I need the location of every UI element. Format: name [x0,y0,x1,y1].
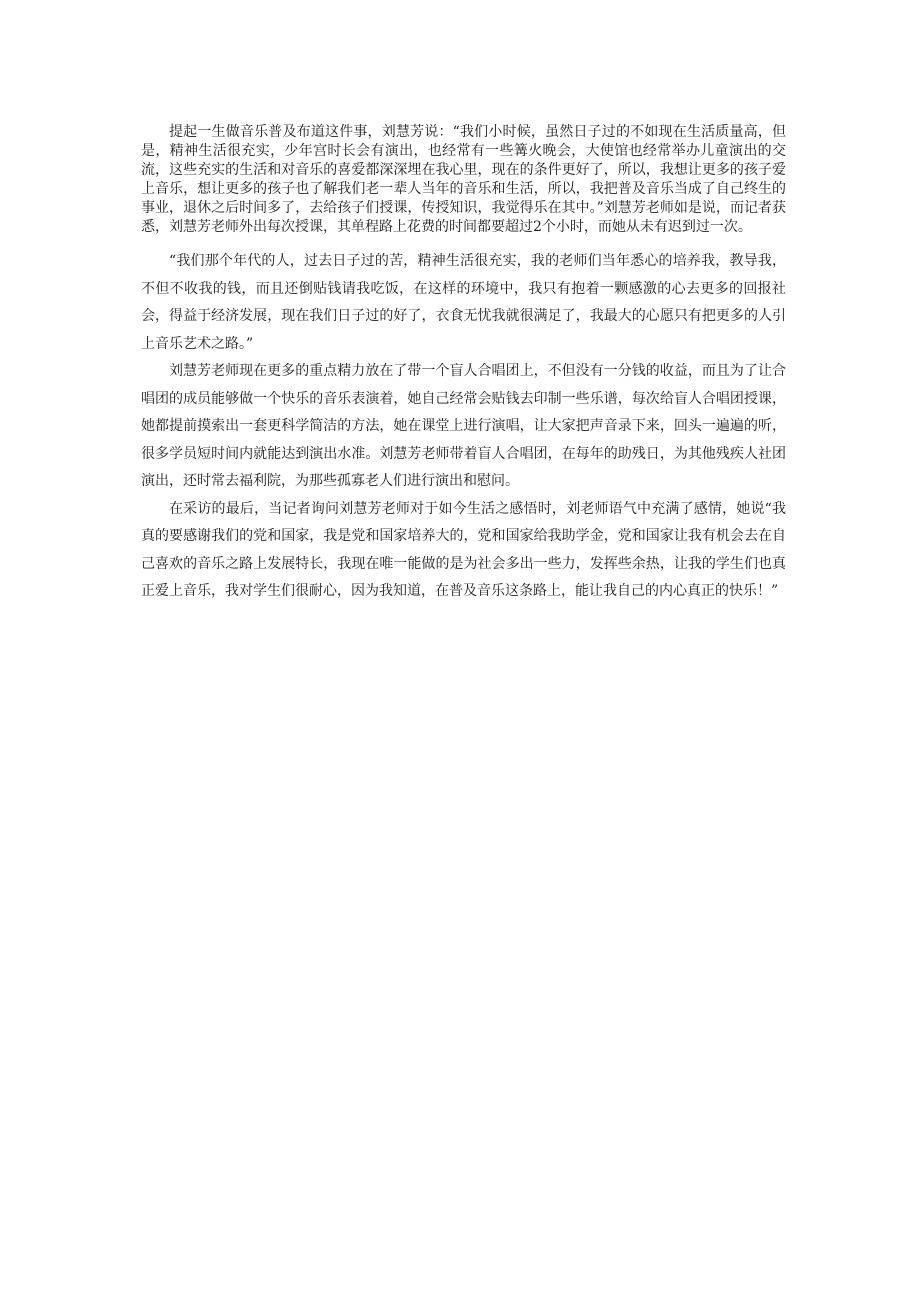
article-body [141,123,786,606]
paragraph-3: 刘慧芳老师现在更多的重点精力放在了带一个盲人合唱团上，不但没有一分钱的收益，而且为了让合唱团的成员能够做一个快乐的音乐表演着，她自己经常会贴钱去印制一些乐谱，每次给盲人合唱团授课，她都提前摸索出一套更科学简洁的方法，她在课堂上进行演唱，让大家把声音录下来，回头一遍遍的听，很多学员短时间内就能达到演出水准。刘慧芳老师带着盲人合唱团，在每年的助残日，为其他残疾人社团演出，还时常去福利院，为那些孤寡老人们进行演出和慰问。 [141,363,786,489]
paragraph-2: “我们那个年代的人，过去日子过的苦，精神生活很充实，我的老师们当年悉心的培养我，教导我，不但不收我的钱，而且还倒贴钱请我吃饭，在这样的环境中，我只有抱着一颗感激的心去更多的回报社会，得益于经济发展，现在我们日子过的好了，衣食无忧我就很满足了，我最大的心愿只有把更多的人引上音乐艺术之路。” [141,253,786,352]
paragraph-4: 在采访的最后，当记者询问刘慧芳老师对于如今生活之感悟时，刘老师语气中充满了感情，她说“我真的要感谢我们的党和国家，我是党和国家培养大的，党和国家给我助学金，党和国家让我有机会去在自己喜欢的音乐之路上发展特长，我现在唯一能做的是为社会多出一些力，发挥些余热，让我的学生们也真正爱上音乐，我对学生们很耐心，因为我知道，在普及音乐这条路上，能让我自己的内心真正的快乐！” [141,500,786,599]
paragraph-1: 提起一生做音乐普及布道这件事，刘慧芳说：“我们小时候，虽然日子过的不如现在生活质量高，但是，精神生活很充实，少年宫时长会有演出，也经常有一些篝火晚会，大使馆也经常举办儿童演出的交流，这些充实的生活和对音乐的喜爱都深深埋在我心里，现在的条件更好了，所以，我想让更多的孩子爱上音乐，想让更多的孩子也了解我们老一辈人当年的音乐和生活，所以，我把普及音乐当成了自己终生的事业，退休之后时间多了，去给孩子们授课，传授知识，我觉得乐在其中。”刘慧芳老师如是说，而记者获悉，刘慧芳老师外出每次授课，其单程路上花费的时间都要超过2个小时，而她从未有迟到过一次。 [141,124,786,235]
